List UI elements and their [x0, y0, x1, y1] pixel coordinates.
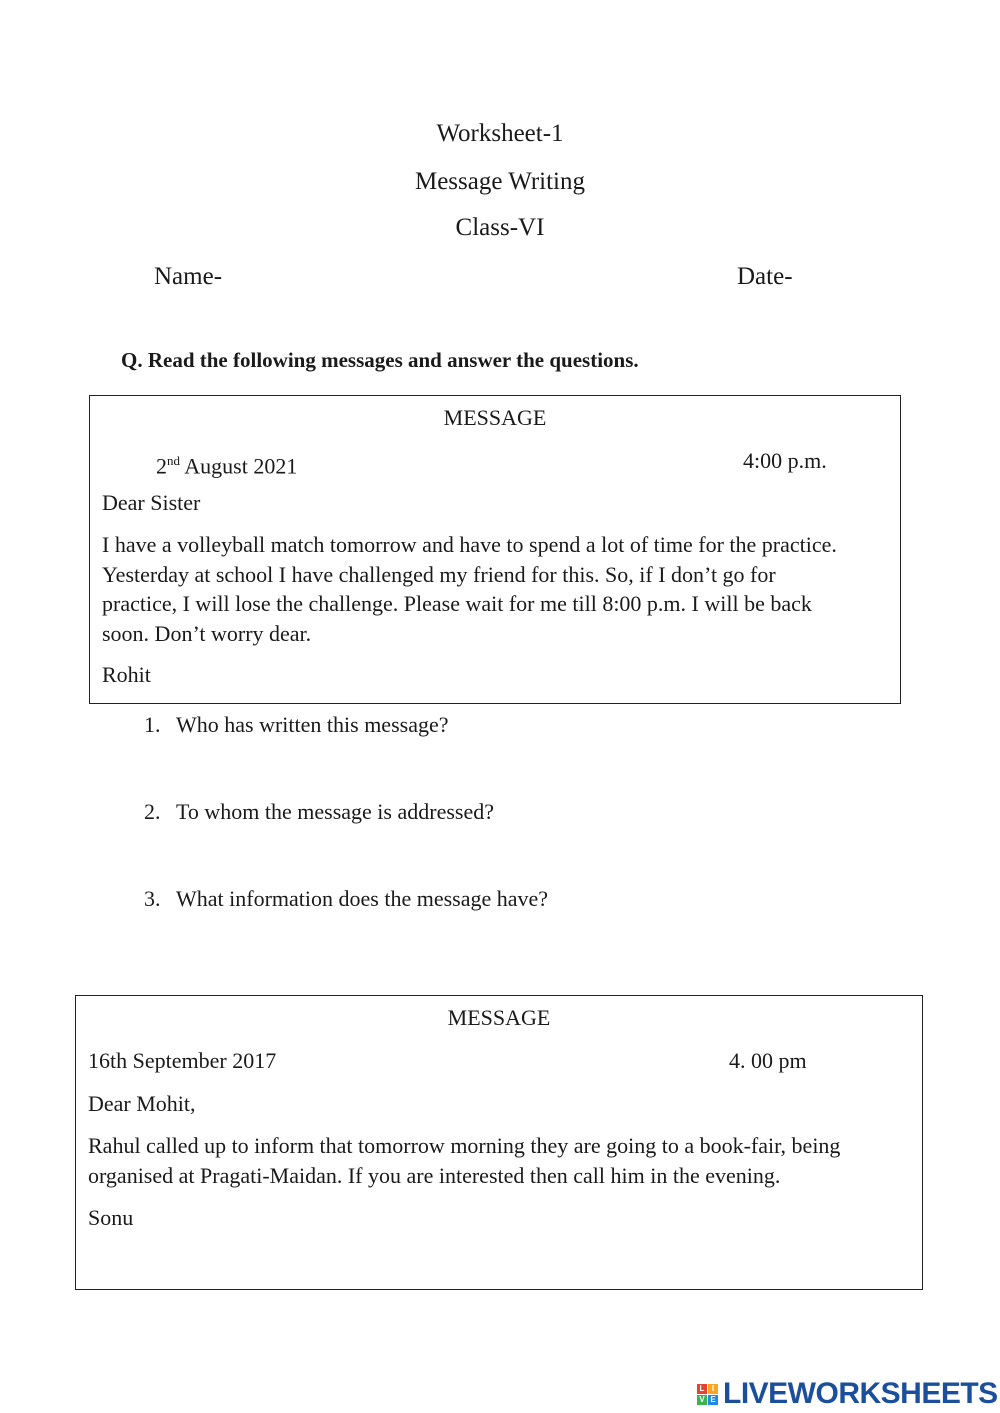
message-time: 4. 00 pm	[729, 1048, 807, 1073]
message-body-line: Yesterday at school I have challenged my friend for this. So, if I don’t go for	[102, 561, 776, 587]
date-label: Date-	[737, 263, 793, 290]
message-salutation: Dear Mohit,	[88, 1091, 196, 1116]
message-sender: Sonu	[88, 1205, 134, 1230]
question-item: 3. What information does the message have?	[144, 886, 549, 911]
question-heading: Q. Read the following messages and answer the questions.	[121, 348, 639, 372]
message-body-line: Rahul called up to inform that tomorrow morning they are going to a book-fair, being	[88, 1133, 841, 1158]
question-item: 1. Who has written this message?	[144, 712, 449, 737]
message-date: 16th September 2017	[88, 1048, 277, 1073]
message-date: 2nd August 2021	[156, 453, 298, 479]
message-body-line: practice, I will lose the challenge. Please wait for me till 8:00 p.m. I will be back	[102, 591, 812, 616]
liveworksheets-logo-text: LIVEWORKSHEETS	[723, 1377, 998, 1410]
message-box-1	[89, 395, 901, 704]
message-body-line: I have a volleyball match tomorrow and have to spend a lot of time for the practice.	[102, 532, 837, 557]
message-time: 4:00 p.m.	[743, 448, 827, 473]
message-body-line: soon. Don’t worry dear.	[102, 620, 312, 646]
message-salutation: Dear Sister	[102, 490, 201, 515]
question-item: 2. To whom the message is addressed?	[144, 799, 494, 824]
message-body	[88, 1131, 908, 1190]
message-body	[102, 530, 892, 648]
worksheet-title: Worksheet-1	[436, 120, 564, 147]
message-sender: Rohit	[102, 662, 151, 687]
logo-mark-letter: E	[708, 1395, 718, 1405]
class-label: Class-VI	[455, 214, 545, 241]
liveworksheets-logo-icon	[697, 1384, 718, 1405]
liveworksheets-logo	[697, 1377, 998, 1411]
worksheet-subtitle: Message Writing	[414, 168, 586, 195]
logo-mark-letter: I	[708, 1384, 718, 1394]
message-title: MESSAGE	[447, 1005, 551, 1030]
message-body-line: organised at Pragati-Maidan. If you are interested then call him in the evening.	[88, 1162, 781, 1188]
message-box-2	[75, 995, 923, 1290]
logo-mark-letter: L	[697, 1384, 707, 1394]
logo-mark-letter: V	[697, 1395, 707, 1405]
message-title: MESSAGE	[443, 405, 547, 430]
name-label: Name-	[154, 263, 223, 290]
